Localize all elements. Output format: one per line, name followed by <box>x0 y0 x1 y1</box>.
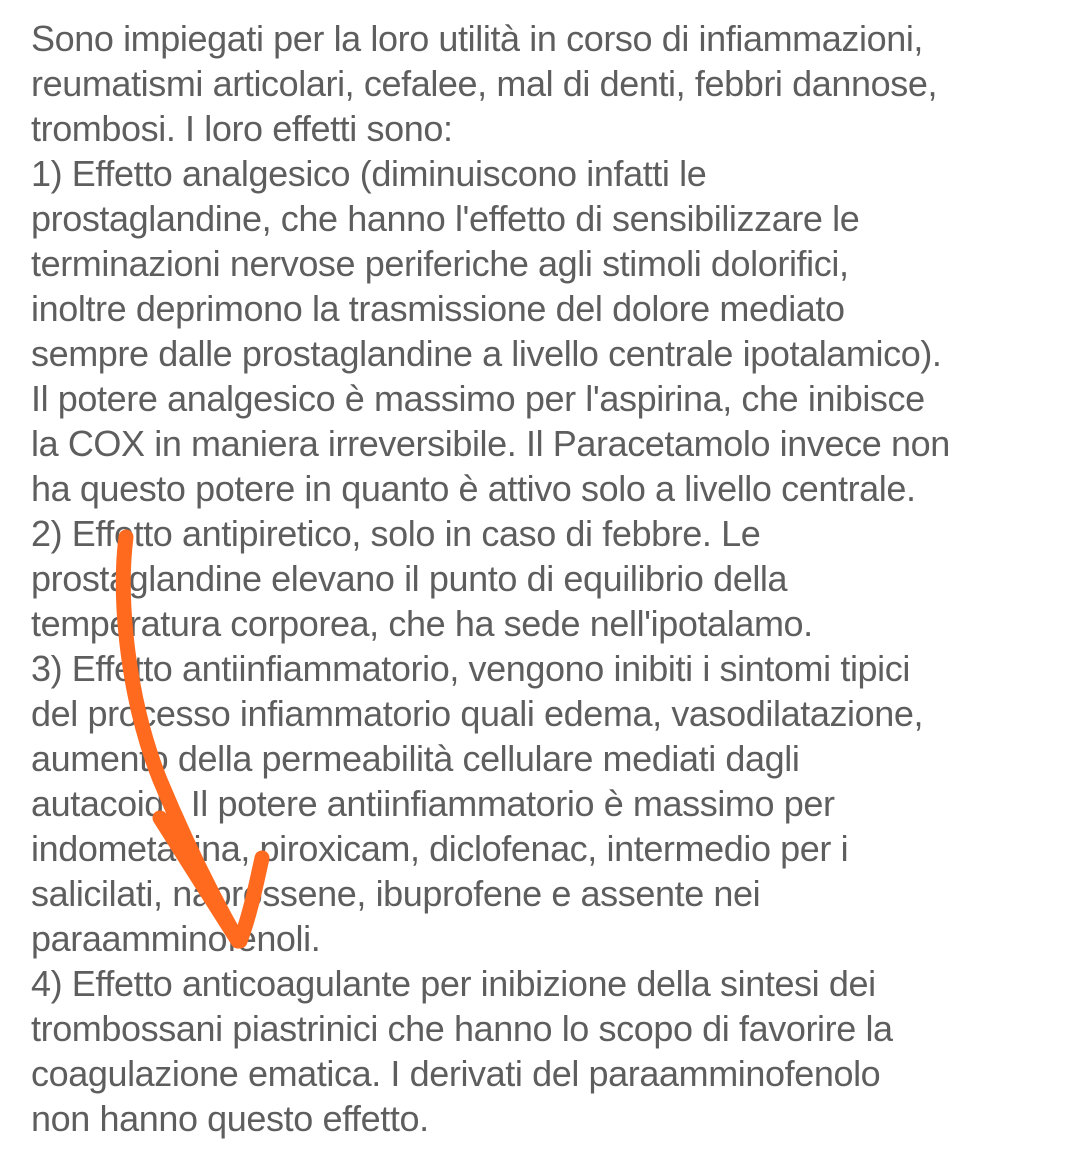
text-line: Sono impiegati per la loro utilità in corso di infiammazioni, <box>31 18 924 59</box>
text-line: indometacina, piroxicam, diclofenac, intermedio per i <box>31 828 849 869</box>
text-line: 1) Effetto analgesico (diminuiscono infatti le <box>31 153 707 194</box>
text-line: paraamminofenoli. <box>31 918 321 959</box>
text-line: trombosi. I loro effetti sono: <box>31 108 453 149</box>
text-line: inoltre deprimono la trasmissione del dolore mediato <box>31 288 845 329</box>
text-line: non hanno questo effetto. <box>31 1098 429 1139</box>
text-line: prostaglandine, che hanno l'effetto di sensibilizzare le <box>31 198 860 239</box>
text-line: del processo infiammatorio quali edema, vasodilatazione, <box>31 693 924 734</box>
text-line: sempre dalle prostaglandine a livello centrale ipotalamico). <box>31 333 942 374</box>
text-line: salicilati, naprossene, ibuprofene e assente nei <box>31 873 761 914</box>
text-line: temperatura corporea, che ha sede nell'ipotalamo. <box>31 603 813 644</box>
text-line: 2) Effetto antipiretico, solo in caso di febbre. Le <box>31 513 761 554</box>
text-line: la COX in maniera irreversibile. Il Paracetamolo invece non <box>31 423 950 464</box>
text-line: 4) Effetto anticoagulante per inibizione della sintesi dei <box>31 963 876 1004</box>
text-line: terminazioni nervose periferiche agli stimoli dolorifici, <box>31 243 849 284</box>
text-line: coagulazione ematica. I derivati del paraamminofenolo <box>31 1053 881 1094</box>
text-line: ha questo potere in quanto è attivo solo a livello centrale. <box>31 468 916 509</box>
text-line: prostaglandine elevano il punto di equilibrio della <box>31 558 788 599</box>
text-line: autacoidi. Il potere antiinfiammatorio è massimo per <box>31 783 835 824</box>
text-line: Il potere analgesico è massimo per l'aspirina, che inibisce <box>31 378 925 419</box>
text-line: 3) Effetto antiinfiammatorio, vengono inibiti i sintomi tipici <box>31 648 910 689</box>
text-line: aumento della permeabilità cellulare mediati dagli <box>31 738 800 779</box>
document-text <box>31 16 1071 1141</box>
text-line: reumatismi articolari, cefalee, mal di denti, febbri dannose, <box>31 63 938 104</box>
text-line: trombossani piastrinici che hanno lo scopo di favorire la <box>31 1008 893 1049</box>
